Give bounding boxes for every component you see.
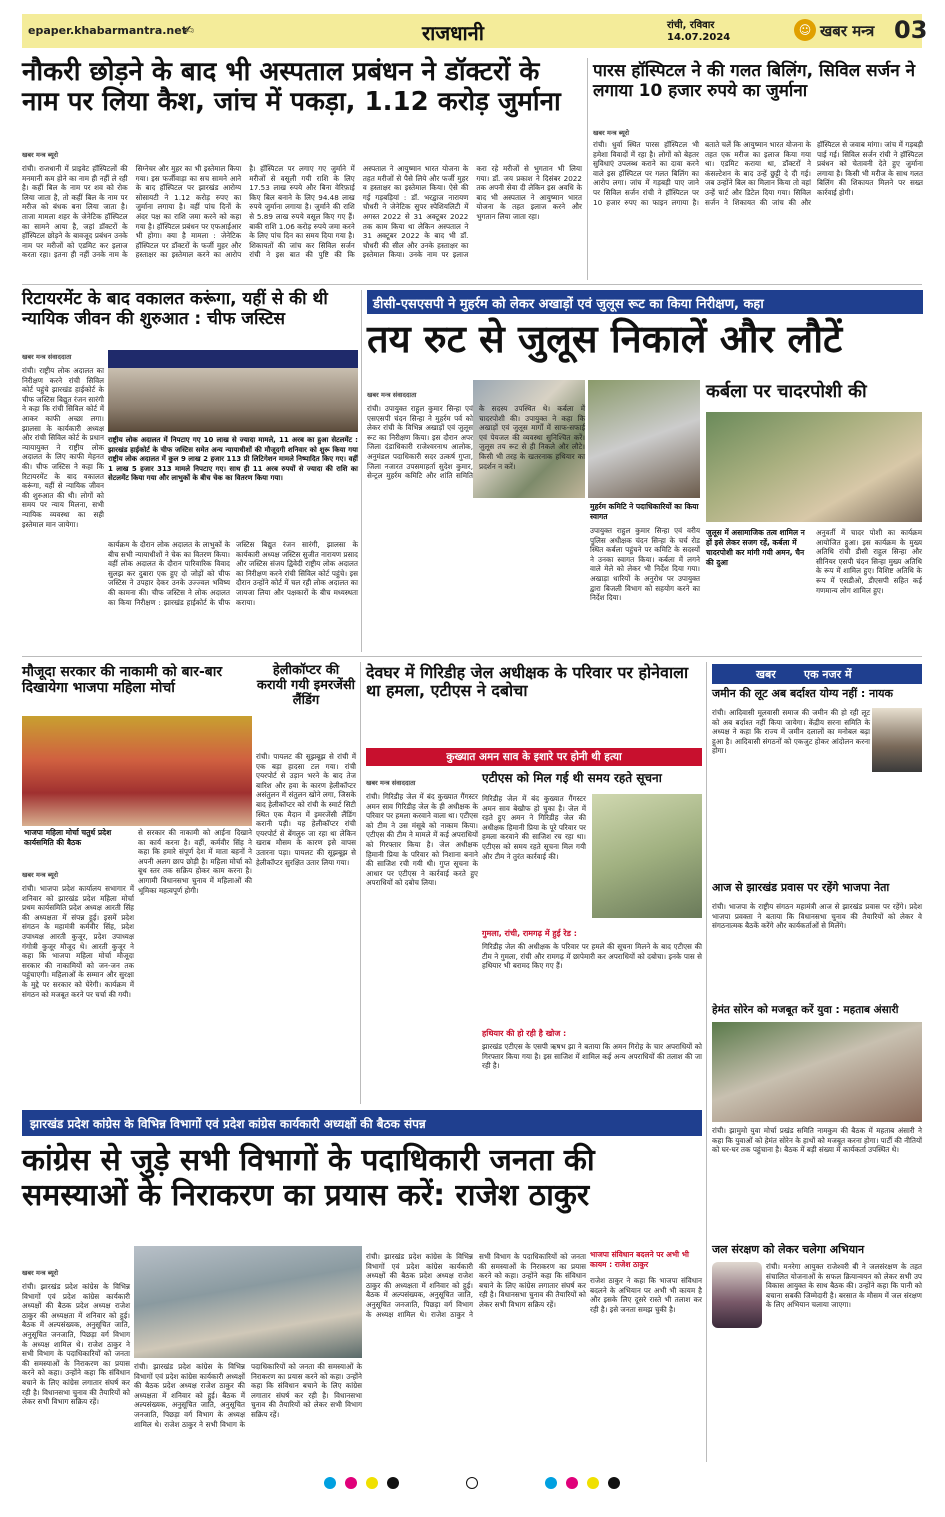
a6-headline: हेलीकॉप्टर की करायी गयी इमरजेंसी लैंडिंग [256,663,356,708]
masthead-city-day: रांची, रविवार [667,20,715,31]
magenta-swatch [566,1477,578,1489]
a3-headline: रिटायरमेंट के बाद वकालत करूंगा, यहीं से की थी न्यायिक जीवन की शुरुआत : चीफ जस्टिस [22,289,328,329]
a4-karbala-body: अनुवर्ती में चादर पोशी का कार्यक्रम आयोजित हुआ। इस कार्यक्रम के मुख्य अतिथि रांची डीसी राहुल सिन्हा और सीनियर एसपी चंदन सिन्हा मुख्य अतिथि के रूप में शामिल हुए। विशिष्ट अतिथि के रूप में एसडीओ, डीएसपी सहित कई गणमान्य लोग शामिल हुए। [816,528,922,595]
a4-sub-heading: मुहर्रम कमिटि ने पदाधिकारियों का किया स्वागत [590,502,699,521]
section-title: राजधानी [422,21,484,45]
a8-body-1: रांची। आदिवासी मूलवासी समाज की जमीन की हो रही लूट को अब बर्दाश्त नहीं किया जायेगा। केंद्रीय सरना समिति के अध्यक्ष ने कहा कि राज्य में जमीन दलालों का मनोबल बढ़ा हुआ है। आदिवासी संगठनों को एकजुट होकर आंदोलन करना होगा। [712,708,870,756]
a8-headline-1: जमीन की लूट अब बर्दाश्त योग्य नहीं : नायक [712,687,893,700]
yellow-swatch [587,1477,599,1489]
a8-body-4: रांची। मनरेगा आयुक्त राजेश्वरी बी ने जलसंरक्षण के तहत संचालित योजनाओं के सफल क्रियान्वयन को लेकर सभी उप विकास आयुक्त के साथ बैठक की। उन्होंने कहा कि पानी को बचाना सबकी जिम्मेदारी है। बरसात के मौसम में जल संरक्षण के लिए अभियान चलाया जाएगा। [766,1262,922,1310]
a8-portrait-1 [872,708,922,772]
a1-byline: खबर मन्त्र ब्यूरो [22,151,59,159]
a7-sub-heading: एटीएस को मिल गई थी समय रहते सूचना [482,771,662,785]
hand-icon: ✍ [184,23,195,37]
a7-sub-body: गिरिडीह जेल में बंद कुख्यात गैंगस्टर अमन साव बेखौफ हो चुका है। जेल में रहते हुए अमन ने गिरिडीह जेल की अधीक्षक हिमानी प्रिया के पूरे परिवार पर हमला करवाने की साजिश रच रहा था। एटीएस को समय रहते सूचना मिल गयी और टीम ने तुरंत कार्रवाई की। [482,794,586,861]
a7-photo [592,794,702,918]
divider [360,662,361,1104]
a2-byline: खबर मन्त्र ब्यूरो [593,129,630,137]
black-swatch [608,1477,620,1489]
a2-headline: पारस हॉस्पिटल ने की गलत बिलिंग, सिविल सर्जन ने लगाया 10 हजार रुपये का जुर्माना [593,61,916,101]
a8-tag2: एक नजर में [804,668,852,681]
a8-headline-4: जल संरक्षण को लेकर चलेगा अभियान [712,1243,865,1256]
cyan-swatch [324,1477,336,1489]
a4-karbala-photo [706,412,922,522]
black-swatch [387,1477,399,1489]
a7-sub3-body: झारखंड एटीएस के एसपी ऋषभ झा ने बताया कि अमन गिरोह के चार अपराधियों को गिरफ्तार किया गया है। इस साजिश में शामिल कई अन्य अपराधियों की तलाश की जा रही है। [482,1042,702,1071]
a4-kicker: डीसी-एसएसपी ने मुहर्रम को लेकर अखाड़ों एवं जुलूस रूट का किया निरीक्षण, कहा [367,290,923,314]
a5-byline: खबर मन्त्र ब्यूरो [22,871,59,879]
a7-kicker: कुख्यात अमन साव के इशारे पर होनी थी हत्या [366,748,702,766]
a7-body: रांची। गिरिडीह जेल में बंद कुख्यात गैंगस्टर अमन साव गिरिडीह जेल के ही अधीक्षक के परिवार पर हमला करवाने वाला था। एटीएस को टीम ने उस मंसूबे को नाकाम किया। एटीएस की टीम ने मामले में कई अपराधियों को गिरफ्तार किया है। जेल अधीक्षक हिमानी प्रिया के परिवार को निशाना बनाने की साजिश रची गयी थी। गुप्त सूचना के आधार पर एटीएस ने कार्रवाई करते हुए अपराधियों को दबोच लिया। [366,792,478,888]
divider [706,662,707,1462]
a4-headline: तय रुट से जुलूस निकालें और लौटें [367,317,843,361]
site-url[interactable]: epaper.khabarmantra.net [28,24,187,37]
a2-body: रांची। धुर्वा स्थित पारस हॉस्पिटल भी हमेशा विवादों में रहा है। लोगों को बेहतर सुविधाएं उपलब्ध कराने का दावा करने वाले इस हॉस्पिटल पर गलत बिलिंग का आरोप लगा। जांच में गड़बड़ी पाए जाने पर सिविल सर्जन रांची ने हॉस्पिटल पर 10 हजार रुपए का फाइन लगाया है। बताते चलें कि आयुष्मान भारत योजना के तहत एक मरीज का इलाज किया गया था। एडमिट कराया था, डॉक्टरों ने कंसल्टेशन के बाद उन्हें छुट्टी दे दी गई। जब उन्होंने बिल का मिलान किया तो वहां उन्हें चार्ट और डिटेल दिया गया। सिविल सर्जन ने शिकायत की जांच की और हॉस्पिटल से जवाब मांगा। जांच में गड़बड़ी पाई गई। सिविल सर्जन रांची ने हॉस्पिटल प्रबंधन को चेतावनी देते हुए जुर्माना लगाया है। किसी भी मरीज के साथ गलत बिलिंग की शिकायत मिलने पर सख्त कार्रवाई होगी। [593,140,923,207]
a4-byline: खबर मन्त्र संवाददाता [367,391,417,399]
registration-mark-icon [466,1477,478,1489]
a8-headline-2: आज से झारखंड प्रवास पर रहेंगे भाजपा नेता [712,881,890,894]
a1-headline: नौकरी छोड़ने के बाद भी अस्पताल प्रबंधन ने डॉक्टरों के नाम पर लिया कैश, जांच में पकड़ा, 1.12 करोड़ जुर्माना [22,57,561,117]
a5-caption: भाजपा महिला मोर्चा चतुर्थ प्रदेश कार्यसमिति की बैठक [22,826,132,866]
a7-sub2-heading: गुमला, रांची, रामगढ़ में हुई रेड : [482,929,577,938]
divider [22,284,922,285]
a3-body-right: कार्यक्रम के दौरान लोक अदालत के लाभुकों के बीच सभी न्यायाधीशों ने चेक का वितरण किया। वहीं लोक अदालत के दौरान पारिवारिक विवाद सुलझ कर दुबारा एक हुए दो जोड़ों को चीफ जस्टिस ने उपहार देकर उनके उज्ज्वल भविष्य की कामना की। चीफ जस्टिस ने लोक अदालत का किया निरीक्षण : झारखंड हाईकोर्ट के चीफ जस्टिस बिद्युत रंजन सारंगी, झालसा के कार्यकारी अध्यक्ष जस्टिस सुजीत नारायण प्रसाद और जस्टिस संजय द्विवेदी राष्ट्रीय लोक अदालत का निरीक्षण करने रांची सिविल कोर्ट पहुंचे। इस दौरान उन्होंने कोर्ट में चल रही लोक अदालत का जायजा लिया और पक्षकारों के बीच मध्यस्थता कराया। [108,540,358,607]
a4-karbala-headline: कर्बला पर चादरपोशी की [706,381,867,402]
a7-headline: देवघर में गिरिडीह जेल अधीक्षक के परिवार पर होनेवाला था हमला, एटीएस ने दबोचा [366,663,689,701]
brand-name: खबर मन्त्र [820,22,875,40]
a4-body-2: उपायुक्त राहुल कुमार सिन्हा एवं वरीय पुलिस अधीक्षक चंदन सिन्हा के चर्च रोड स्थित कर्बला पहुंचने पर कमिटि के सदस्यों ने उनका स्वागत किया। कर्बला में लगने वाले मेले को लेकर भी निर्देश दिया गया। अखाड़ा धारियों के अनुरोध पर उपायुक्त द्वारा बिजली विभाग को सहयोग करने का निर्देश दिया। [590,526,700,603]
divider [22,656,922,657]
a4-photo-right [588,380,700,498]
a5-photo [22,716,252,826]
brand-logo-icon: ☺ [794,19,816,41]
a8-tag-bar [712,664,922,684]
a8-body-2: रांची। भाजपा के राष्ट्रीय संगठन महामंत्री आज से झारखंड प्रवास पर रहेंगे। प्रदेश भाजपा प्रवक्ता ने बताया कि विधानसभा चुनाव की तैयारियों को लेकर वे संगठनात्मक बैठकें करेंगे और कार्यकर्ताओं से मिलेंगे। [712,902,922,931]
a3-byline: खबर मन्त्र संवाददाता [22,353,72,361]
cyan-swatch [545,1477,557,1489]
a9-sub-body: राजेश ठाकुर ने कहा कि भाजपा संविधान बदलने के अभियान पर अभी भी कायम है और इसके लिए दूसरे रास्ते भी तलाश कर रही है। इसे जनता समझ चुकी है। [590,1276,702,1314]
a5-body: रांची। भाजपा प्रदेश कार्यालय सभागार में शनिवार को झारखंड प्रदेश महिला मोर्चा प्रथम कार्यसमिति प्रदेश अध्यक्ष आरती सिंह की अध्यक्षता में संपन्न हुई। इसमें प्रदेश संगठन के महामंत्री कर्मवीर सिंह, प्रदेश उपाध्यक्ष आरती कुजूर, प्रदेश उपाध्यक्ष गंगोत्री कुजूर मौजूद थे। आरती कुजूर ने कहा कि भाजपा महिला मोर्चा मौजूदा सरकार की नाकामियों को जन-जन तक पहुंचाएगी। महिलाओं के सम्मान और सुरक्षा के मुद्दे पर सरकार को घेरेगी। कार्यक्रम में संगठन को मजबूत करने पर चर्चा की गयी। [22,884,134,999]
a4-karbala-caption: जुलूस में असामाजिक तत्व शामिल न हों इसे लेकर सजग रहें, कर्बला में चादरपोशी कर मांगी गयी अमन, चैन की दुआ [706,528,805,567]
masthead-bar [22,14,928,48]
a9-body: रांची। झारखंड प्रदेश कांग्रेस के विभिन्न विभागों एवं प्रदेश कांग्रेस कार्यकारी अध्यक्षों की बैठक प्रदेश अध्यक्ष राजेश ठाकुर की अध्यक्षता में शनिवार को हुई। बैठक में अल्पसंख्यक, अनुसूचित जाति, अनुसूचित जनजाति, पिछड़ा वर्ग विभाग के अध्यक्ष शामिल थे। राजेश ठाकुर ने सभी विभाग के पदाधिकारियों को जनता की समस्याओं के निराकरण का प्रयास करने को कहा। उन्होंने कहा कि संविधान बचाने के लिए कांग्रेस लगातार संघर्ष कर रही है। विधानसभा चुनाव की तैयारियों को लेकर सभी विभाग सक्रिय रहें। [22,1282,130,1407]
a1-body: रांची। राजधानी में प्राइवेट हॉस्पिटलों की मनमानी कम होने का नाम ही नहीं ले रही है। कहीं बिल के नाम पर शव को रोक लिया जाता है, तो कहीं बिल के नाम पर मरीज को बंधक बना लिया जाता है। ताजा मामला शहर के जेनेटिक हॉस्पिटल का सामने आया है, जहां डॉक्टरों के हॉस्पिटल छोड़ने के बावजूद प्रबंधन उनके नाम पर मरीजों को एडमिट कर इलाज करता रहा। इतना ही नहीं उनके नाम के सिग्नेचर और मुहर का भी इस्तेमाल किया गया। इस फर्जीवाड़ा का सच सामने आने के बाद हॉस्पिटल पर झारखंड आरोग्य सोसायटी ने 1.12 करोड़ रुपए का जुर्माना लगाया है। वहीं पांच दिनों के अंदर पक्ष का राशि जमा करने को कहा गया है। हॉस्पिटल प्रबंधन पर एफआईआर भी होगा। क्या है मामला : जेनेटिक हॉस्पिटल पर डॉक्टरों के फर्जी मुहर और हस्ताक्षर का इस्तेमाल करने का आरोप है। हॉस्पिटल पर लगाए गए जुर्माने में मरीजों से वसूली गयी राशि के लिए 17.53 लाख रुपये और बिना वेरिफ़ाई किए बिल बनाने के लिए 94.48 लाख रुपये जुर्माना लगाया है। जुर्माने की राशि से 5.89 लाख रुपये वसूल किए गए हैं। बाकी राशि 1.06 करोड़ रुपये जमा करने के लिए पांच दिन का समय दिया गया है। शिकायतों की जांच कर सिविल सर्जन रांची ने इस बात की पुष्टि की कि अस्पताल ने आयुष्मान भारत योजना के तहत मरीजों से पैसे लिये और फर्जी मुहर व हस्ताक्षर का इस्तेमाल किया। ऐसे की गई गड़बड़ियां : डॉ. भरद्वाज नारायण चौधरी ने जेनेटिक सुपर स्पेशियलिटी में अगस्त 2022 से 31 अक्टूबर 2022 तक काम किया था लेकिन अस्पताल ने 31 अक्टूबर 2022 के बाद भी डॉ. चौधरी की सील और उनके हस्ताक्षर का इस्तेमाल किया। उनके नाम पर इलाज करा रहे मरीजों से भुगतान भी लिया गया। डॉ. जय प्रकाश ने दिसंबर 2022 तक अपनी सेवा दी लेकिन इस अवधि के बाद भी अस्पताल ने आयुष्मान भारत योजना के तहत इलाज करने और भुगतान लिया जाता रहा। [22,164,582,260]
a9-sub-heading: भाजपा संविधान बदलने पर अभी भी कायम : राजेश ठाकुर [590,1250,689,1269]
color-registration-bar [22,1474,922,1494]
a3-caption: राष्ट्रीय लोक अदालत में निपटाए गए 10 लाख से ज्यादा मामले, 11 अरब का हुआ सेटलमेंट : झारखंड हाईकोर्ट के चीफ जस्टिस समेत अन्य न्यायाधीशों की मौजूदगी शनिवार को शुरू किया गया राष्ट्रीय लोक अदालत में कुल 9 लाख 2 हजार 113 प्री लिटिगेशन मामले निष्पादित किए गए। वहीं 1 लाख 5 हजार 313 मामले निपटाए गए। साथ ही 11 अरब रुपयों से ज्यादा की राशि का सेटलमेंट किया गया और लाभुकों के बीच चेक का वितरण किया गया। [108,436,358,482]
a6-body: रांची। पायलट की सूझबूझ से रांची में एक बड़ा हादसा टल गया। रांची एयरपोर्ट से उड़ान भरने के बाद तेज बारिश और हवा के कारण हेलीकॉप्टर असंतुलन में संतुलन खोने लगा, जिसके बाद हेलीकॉप्टर को रांची के स्मार्ट सिटी स्थित एक मैदान में इमरजेंसी लैंडिंग करानी पड़ी। यह हेलीकॉप्टर रांची एयरपोर्ट से बेंगलुरु जा रहा था लेकिन खराब मौसम के कारण इसे वापस उतारना पड़ा। पायलट की सूझबूझ से हेलीकॉप्टर सुरक्षित उतार लिया गया। [256,752,356,867]
a9-banner: झारखंड प्रदेश कांग्रेस के विभिन्न विभागों एवं प्रदेश कांग्रेस कार्यकारी अध्यक्षों की बैठक संपन्न [22,1110,702,1136]
a8-headline-3: हेमंत सोरेन को मजबूत करें युवा : महताब अंसारी [712,1004,899,1016]
a8-tag: खबर [756,668,776,681]
a9-headline: कांग्रेस से जुड़े सभी विभागों के पदाधिकारी जनता की समस्याओं के निराकरण का प्रयास करें: राजेश ठाकुर [22,1143,595,1213]
divider [587,58,588,280]
a9-photo [134,1246,362,1358]
a8-photo-3 [712,1022,922,1122]
a8-body-3: रांची। झामुमो युवा मोर्चा प्रखंड समिति नामकुम की बैठक में महताब अंसारी ने कहा कि युवाओं को हेमंत सोरेन के हाथों को मजबूत करना होगा। पार्टी की नीतियों को घर-घर तक पहुंचाना है। बैठक में बड़ी संख्या में कार्यकर्ता उपस्थित थे। [712,1126,922,1155]
a3-body-left: रांची। राष्ट्रीय लोक अदालत का निरीक्षण करने रांची सिविल कोर्ट पहुंचे झारखंड हाईकोर्ट के चीफ जस्टिस बिद्युत रंजन सारंगी ने कहा कि रांची सिविल कोर्ट में आकर काफी अच्छा लगा। झालसा के कार्यकारी अध्यक्ष और रांची सिविल कोर्ट के प्रधान न्यायायुक्त ने राष्ट्रीय लोक अदालत के लिए काफी मेहनत की। चीफ जस्टिस ने कहा कि रिटायरमेंट के बाद वकालत करूंगा, यहीं से न्यायिक जीवन की शुरुआत की थी। लोगों को समय पर न्याय मिलना, सभी न्यायिक व्यवस्था का सही इस्तेमाल मान जायेगा। [22,366,104,529]
magenta-swatch [345,1477,357,1489]
divider [361,290,362,652]
a7-sub3-heading: हथियार की हो रही है खोज : [482,1029,567,1038]
yellow-swatch [366,1477,378,1489]
a9-body-3: रांची। झारखंड प्रदेश कांग्रेस के विभिन्न विभागों एवं प्रदेश कांग्रेस कार्यकारी अध्यक्षों की बैठक प्रदेश अध्यक्ष राजेश ठाकुर की अध्यक्षता में शनिवार को हुई। बैठक में अल्पसंख्यक, अनुसूचित जाति, अनुसूचित जनजाति, पिछड़ा वर्ग विभाग के अध्यक्ष शामिल थे। राजेश ठाकुर ने सभी विभाग के पदाधिकारियों को जनता की समस्याओं के निराकरण का प्रयास करने को कहा। उन्होंने कहा कि संविधान बचाने के लिए कांग्रेस लगातार संघर्ष कर रही है। विधानसभा चुनाव की तैयारियों को लेकर सभी विभाग सक्रिय रहें। [366,1252,586,1319]
masthead-date: 14.07.2024 [667,32,731,43]
a8-portrait-4 [712,1262,762,1328]
a7-sub2-body: गिरिडीह जेल की अधीक्षक के परिवार पर हमले की सूचना मिलने के बाद एटीएस की टीम ने गुमला, रांची और रामगढ़ में छापेमारी कर अपराधियों को दबोचा। इनके पास से हथियार भी बरामद किए गए हैं। [482,942,702,971]
a9-byline: खबर मन्त्र ब्यूरो [22,1269,59,1277]
a7-byline: खबर मन्त्र संवाददाता [366,779,416,787]
a3-photo [108,350,358,432]
page-number: 03 [894,16,928,44]
a5-body-2: से सरकार की नाकामी को आईना दिखाने का कार्य करना है। वहीं, कर्मवीर सिंह ने कहा कि हमारे संपूर्ण देश में माता बहनों ने अपनी अलग छाप छोड़ी है। महिला मोर्चा को बूथ स्तर तक सक्रिय होकर काम करना है। आगामी विधानसभा चुनाव में महिलाओं की भूमिका महत्वपूर्ण होगी। [138,828,252,895]
a5-headline: मौजूदा सरकार की नाकामी को बार-बार दिखायेगा भाजपा महिला मोर्चा [22,664,223,697]
a4-body: रांची। उपायुक्त राहुल कुमार सिन्हा एवं एसएसपी चंदन सिन्हा ने मुहर्रम पर्व को लेकर रांची के विभिन्न अखाड़ों एवं जुलूस रूट का निरीक्षण किया। इस दौरान अपर जिला दंडाधिकारी राजेश्वरनाथ आलोक, अनुमंडल पदाधिकारी सदर उत्कर्ष गुप्ता, जिला नजारत उपसमाहर्ता सुदेश कुमार, सेन्ट्रल मुहर्रम कमिटि और शांति समिति के सदस्य उपस्थित थे। कर्बला में चादरपोशी की। उपायुक्त ने कहा कि अखाड़ों एवं जुलूस मार्गों में साफ-सफाई एवं पेयजल की व्यवस्था सुनिश्चित करें। जुलूस तय रूट से ही निकले और लौटे। किसी भी तरह के खतरनाक हथियार का प्रदर्शन न करें। [367,404,585,481]
a9-body-2: रांची। झारखंड प्रदेश कांग्रेस के विभिन्न विभागों एवं प्रदेश कांग्रेस कार्यकारी अध्यक्षों की बैठक प्रदेश अध्यक्ष राजेश ठाकुर की अध्यक्षता में शनिवार को हुई। बैठक में अल्पसंख्यक, अनुसूचित जाति, अनुसूचित जनजाति, पिछड़ा वर्ग विभाग के अध्यक्ष शामिल थे। राजेश ठाकुर ने सभी विभाग के पदाधिकारियों को जनता की समस्याओं के निराकरण का प्रयास करने को कहा। उन्होंने कहा कि संविधान बचाने के लिए कांग्रेस लगातार संघर्ष कर रही है। विधानसभा चुनाव की तैयारियों को लेकर सभी विभाग सक्रिय रहें। [134,1362,362,1429]
